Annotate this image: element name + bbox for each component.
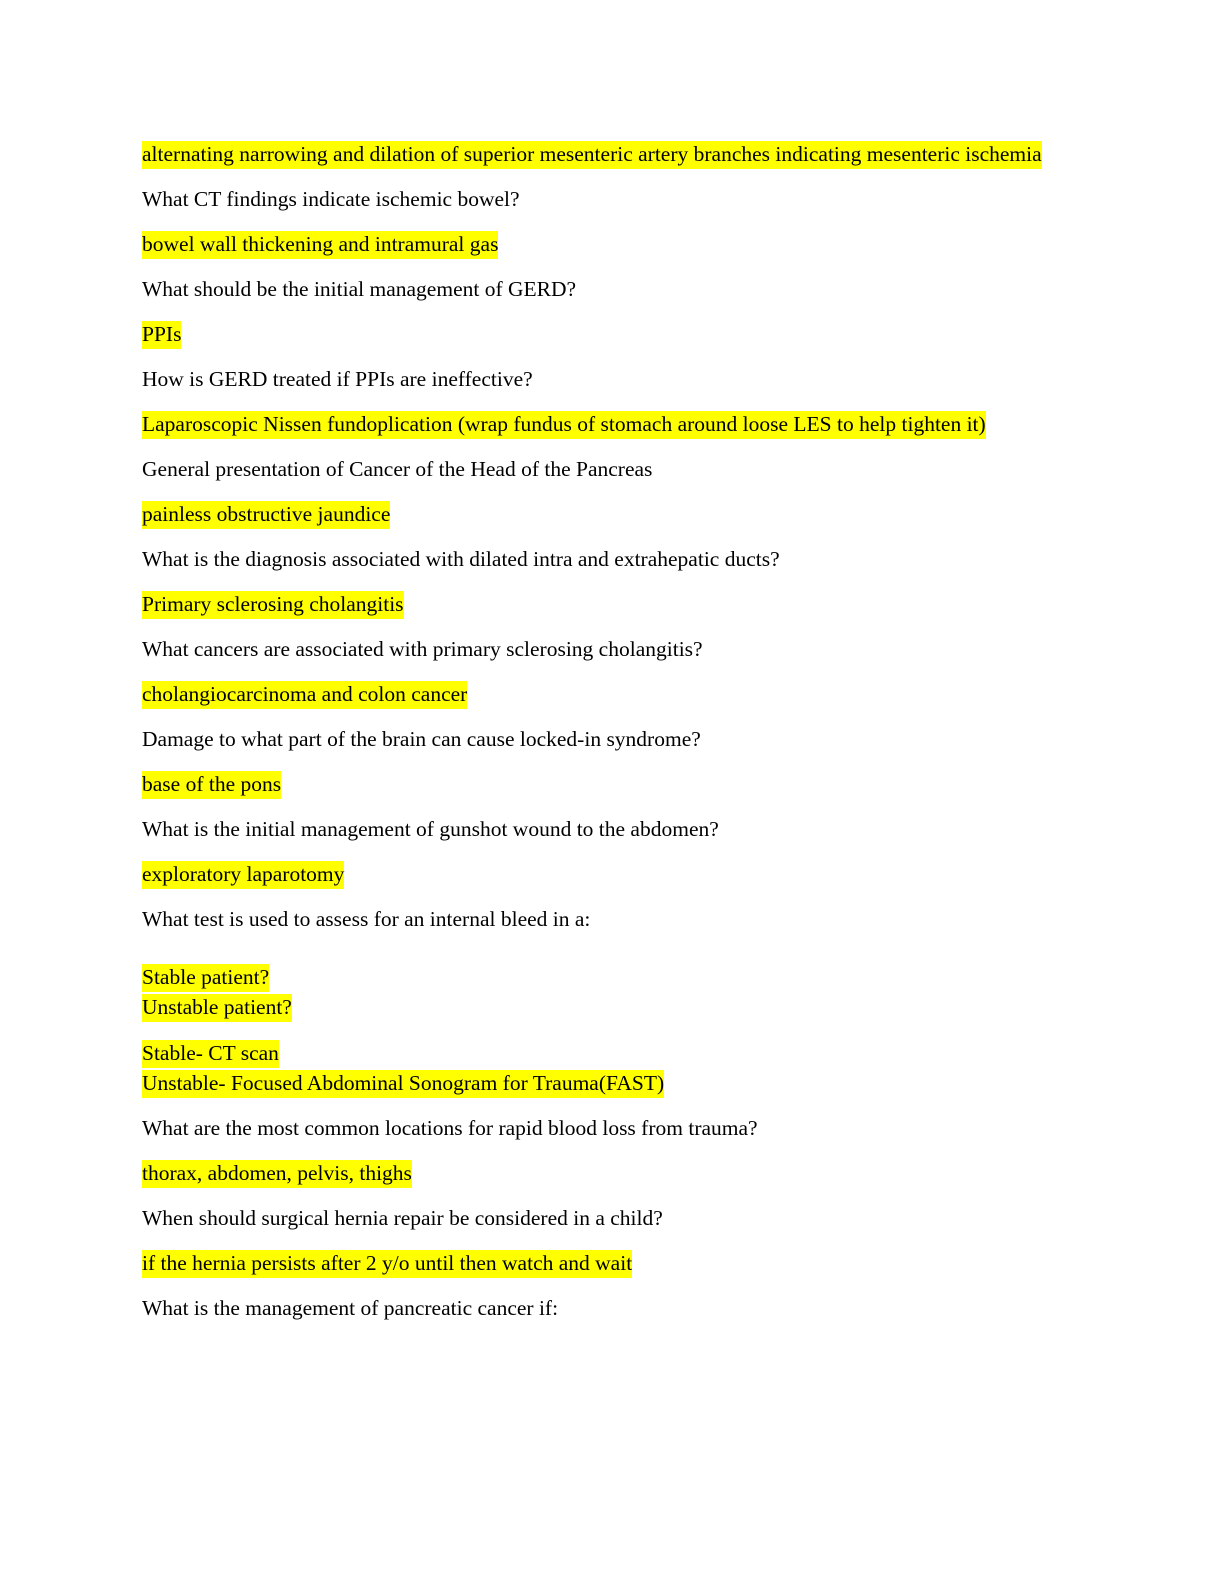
question-text: What are the most common locations for rapid blood loss from trauma? — [142, 1116, 758, 1140]
question-blood-loss — [142, 1114, 1052, 1143]
answer-mesenteric-ischemia — [142, 140, 1052, 169]
highlighted-answer: thorax, abdomen, pelvis, thighs — [142, 1160, 412, 1188]
highlighted-answer: if the hernia persists after 2 y/o until then watch and wait — [142, 1250, 632, 1278]
question-text: What is the initial management of gunshot wound to the abdomen? — [142, 817, 719, 841]
highlighted-answer: bowel wall thickening and intramural gas — [142, 231, 498, 259]
highlighted-answer: alternating narrowing and dilation of superior mesenteric artery branches indicating mesenteric ischemia — [142, 141, 1042, 169]
question-text: What test is used to assess for an internal bleed in a: — [142, 907, 591, 931]
highlighted-answer: Primary sclerosing cholangitis — [142, 591, 404, 619]
highlighted-answer: exploratory laparotomy — [142, 861, 344, 889]
question-internal-bleed — [142, 905, 1052, 934]
question-text: What cancers are associated with primary sclerosing cholangitis? — [142, 637, 703, 661]
question-dilated-ducts — [142, 545, 1052, 574]
answer-locations — [142, 1159, 1052, 1188]
highlighted-answer: base of the pons — [142, 771, 281, 799]
answer-nissen — [142, 410, 1052, 439]
answer-pons — [142, 770, 1052, 799]
highlighted-answer: PPIs — [142, 321, 181, 349]
highlighted-answer: Stable patient? — [142, 964, 269, 992]
answer-psc — [142, 590, 1052, 619]
question-text: What should be the initial management of GERD? — [142, 277, 577, 301]
question-locked-in — [142, 725, 1052, 754]
answer-line — [142, 962, 1052, 992]
highlighted-answer: Laparoscopic Nissen fundoplication (wrap fundus of stomach around loose LES to help tighten it) — [142, 411, 986, 439]
answer-bowel-wall — [142, 230, 1052, 259]
question-text: How is GERD treated if PPIs are ineffective? — [142, 367, 533, 391]
question-text: When should surgical hernia repair be considered in a child? — [142, 1206, 663, 1230]
highlighted-answer: Unstable- Focused Abdominal Sonogram for Trauma(FAST) — [142, 1070, 664, 1098]
answer-patient-types — [142, 962, 1052, 1022]
answer-cholangiocarcinoma — [142, 680, 1052, 709]
question-hernia — [142, 1204, 1052, 1233]
answer-bleed-tests — [142, 1038, 1052, 1098]
question-pancreas-head — [142, 455, 1052, 484]
answer-jaundice — [142, 500, 1052, 529]
question-pancreatic-cancer — [142, 1294, 1052, 1323]
answer-ppis — [142, 320, 1052, 349]
answer-laparotomy — [142, 860, 1052, 889]
document-body — [142, 140, 1052, 1339]
answer-line — [142, 1068, 1052, 1098]
highlighted-answer: Stable- CT scan — [142, 1040, 279, 1068]
answer-line — [142, 992, 1052, 1022]
question-text: What is the diagnosis associated with dilated intra and extrahepatic ducts? — [142, 547, 780, 571]
question-text: What is the management of pancreatic cancer if: — [142, 1296, 559, 1320]
question-text: General presentation of Cancer of the Head of the Pancreas — [142, 457, 653, 481]
question-text: Damage to what part of the brain can cause locked-in syndrome? — [142, 727, 701, 751]
highlighted-answer: Unstable patient? — [142, 994, 292, 1022]
answer-line — [142, 1038, 1052, 1068]
question-gerd-ineffective — [142, 365, 1052, 394]
answer-hernia — [142, 1249, 1052, 1278]
highlighted-answer: painless obstructive jaundice — [142, 501, 390, 529]
question-psc-cancers — [142, 635, 1052, 664]
question-ct-ischemic-bowel — [142, 185, 1052, 214]
question-gerd-initial — [142, 275, 1052, 304]
question-gunshot — [142, 815, 1052, 844]
question-text: What CT findings indicate ischemic bowel? — [142, 187, 520, 211]
highlighted-answer: cholangiocarcinoma and colon cancer — [142, 681, 467, 709]
